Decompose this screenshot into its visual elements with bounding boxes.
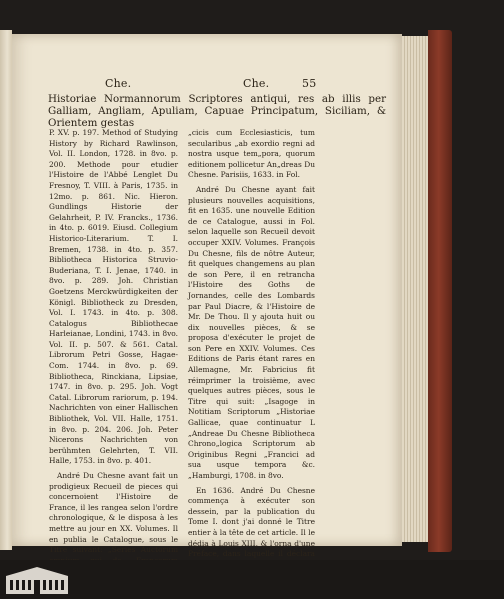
running-head-center: Che. — [243, 77, 270, 90]
library-building-icon — [4, 566, 70, 596]
page-block-edge — [402, 36, 428, 542]
bibliography-paragraph: P. XV. p. 197. Method of Studying History by Richard Rawlinson, Vol. II. London, 1728. in 8vo. p. 200. Methode pour etudier l'Histoire de l'Abbé Lenglet Du Fresnoy, T. VIII. à Paris, 1735. in 12mo. p. 861. Nic. Hieron. Gundlings Historie der Gelahrheit, P. IV. Francks., 1736. in 4to. p. 6019. Eiusd. Collegium Historico-Literarium. T. I. Bremen, 1738. in 4to. p. 357. Bibliotheca Historica Struvio-Buderiana, T. I. Jenae, 1740. in 8vo. p. 289. Joh. Christian Goetzens Merckwürdigkeiten der Königl. Bibliotheck zu Dresden, Vol. I. 1743. in 4to. p. 308. Catalogus Bibliothecae Harleianae, Londini, 1743. in 8vo. Vol. II. p. 507. & 561. Catal. Librorum Petri Gosse, Hagae-Com. 1744. in 8vo. p. 69. Bibliotheca, Rinckiana, Lipsiae, 1747. in 8vo. p. 295. Joh. Vogt Catal. Librorum rariorum, p. 194. Nachrichten von einer Hallischen Bibliothek, Vol. VII. Halle, 1751. in 8vo. p. 204. 206. Joh. Peter Nicerons Nachrichten von berühmten Gelehrten, T. VII. Halle, 1753. in 8vo. p. 401. — [49, 128, 178, 466]
left-column — [49, 128, 178, 581]
running-head-left: Che. — [105, 77, 132, 90]
body-paragraph: „cicis cum Ecclesiasticis, tum secularibus „ab exordio regni ad nostra usque tem„pora, quorum editionem pollicetur An„dreas Du Chesne. Parisiis, 1633. in Fol. — [188, 128, 315, 180]
footer-bar — [0, 560, 504, 599]
body-paragraph: André Du Chesne ayant fait plusieurs nouvelles acquisitions, fit en 1635. une nouvelle Edition de ce Catalogue, aussi in Fol. selon laquelle son Recueil devoit occuper XXIV. Volumes. François Du Chesne, fils de nôtre Auteur, fit quelques changemens au plan de son Pere, il en retrancha l'Histoire des Goths de Jornandes, celle des Lombards par Paul Diacre, & l'Histoire de Mr. De Thou. Il y ajouta huit ou dix nouvelles pièces, & se proposa d'exécuter le projet de son Pere en XXIV. Volumes. Ces Editions de Paris étant rares en Allemagne, Mr. Fabricius fit réimprimer la troisième, avec quelques autres pièces, sous le Titre qui suit: „Isagoge in Notitiam Scriptorum „Historiae Gallicae, quae continuatur L „Andreae Du Chesne Bibliotheca Chrono„logica Scriptorum ab Originibus Regni „Francici ad sua usque tempora &c. „Hamburgi, 1708. in 8vo. — [188, 184, 315, 480]
book-cover — [428, 30, 452, 552]
left-page-edge — [0, 30, 12, 550]
right-column — [188, 128, 315, 596]
page-number: 55 — [302, 77, 317, 90]
body-paragraph: André Du Chesne avant fait un prodigieux Recueil de pieces qui concernoient l'Histoire de France, il les rangea selon l'ordre chronologique, & le disposa à les mettre au jour en XX. Volumes. Il en publia le Catalogue, sous le Titre suivant: „Series Auctorum — [49, 471, 178, 555]
body-paragraph: En 1636. André Du Chesne commença à exécuter son dessein, par la publication du Tome I. dont j'ai donné le Titre entier à la tête de cet article. Il le dédia à Louis XIII, & l'orna d'une Préface, dans laquelle il déclara — [188, 485, 315, 559]
article-title: Historiae Normannorum Scriptores antiqui, res ab illis per Galliam, Angliam, Apuliam, Capuae Principatum, Siciliam, & Orientem gestas — [48, 93, 386, 129]
